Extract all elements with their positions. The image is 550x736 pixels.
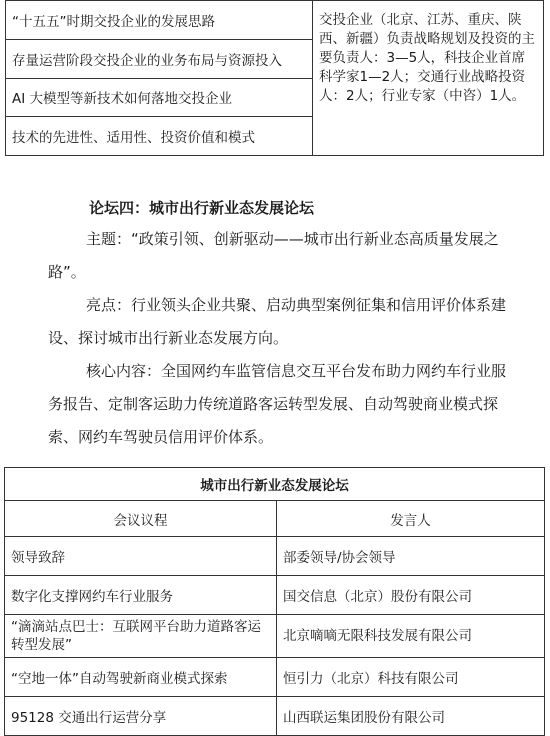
column-header-agenda: 会议议程 — [5, 501, 277, 537]
forum-highlights: 亮点：行业领头企业共聚、启动典型案例征集和信用评价体系建设、探讨城市出行新业态发展方向。 — [48, 296, 507, 347]
speaker-cell: 国交信息（北京）股份有限公司 — [277, 576, 545, 615]
agenda-table — [4, 467, 545, 736]
agenda-cell: 95128 交通出行运营分享 — [5, 697, 277, 736]
agenda-cell: 数字化支撑网约车行业服务 — [5, 576, 277, 615]
table-row — [5, 615, 545, 658]
table-row — [5, 697, 545, 736]
forum-title: 论坛四：城市出行新业态发展论坛 — [89, 199, 315, 217]
agenda-table-title: 城市出行新业态发展论坛 — [5, 468, 545, 501]
table-row — [5, 658, 545, 697]
speaker-cell: 部委领导/协会领导 — [277, 537, 545, 576]
agenda-cell: 领导致辞 — [5, 537, 277, 576]
agenda-cell: “滴滴站点巴士：互联网平台助力道路客运转型发展” — [5, 615, 277, 658]
speaker-cell: 北京嘀嘀无限科技发展有限公司 — [277, 615, 545, 658]
forum-core-content: 核心内容：全国网约车监管信息交互平台发布助力网约车行业服务报告、定制客运助力传统道路客运转型发展、自动驾驶商业模式探索、网约车驾驶员信用评价体系。 — [48, 362, 507, 446]
forum-theme: 主题：“政策引领、创新驱动——城市出行新业态高质量发展之路”。 — [48, 230, 499, 281]
speaker-cell: 山西联运集团股份有限公司 — [277, 697, 545, 736]
participants-cell: 交投企业（北京、江苏、重庆、陕西、新疆）负责战略规划及投资的主要负责人：3—5人，科技企业首席科学家1—2人；交通行业战略投资人：2人；行业专家（中咨）1人。 — [313, 1, 544, 156]
topic-cell: “十五五”时期交投企业的发展思路 — [6, 1, 313, 40]
agenda-cell: “空地一体”自动驾驶新商业模式探索 — [5, 658, 277, 697]
participants-table — [5, 0, 544, 156]
column-header-speaker: 发言人 — [277, 501, 545, 537]
topic-cell: 存量运营阶段交投企业的业务布局与资源投入 — [6, 39, 313, 78]
table-row — [5, 576, 545, 615]
topic-cell: AI 大模型等新技术如何落地交投企业 — [6, 78, 313, 117]
table-row — [5, 537, 545, 576]
speaker-cell: 恒引力（北京）科技有限公司 — [277, 658, 545, 697]
topic-cell: 技术的先进性、适用性、投资价值和模式 — [6, 117, 313, 156]
